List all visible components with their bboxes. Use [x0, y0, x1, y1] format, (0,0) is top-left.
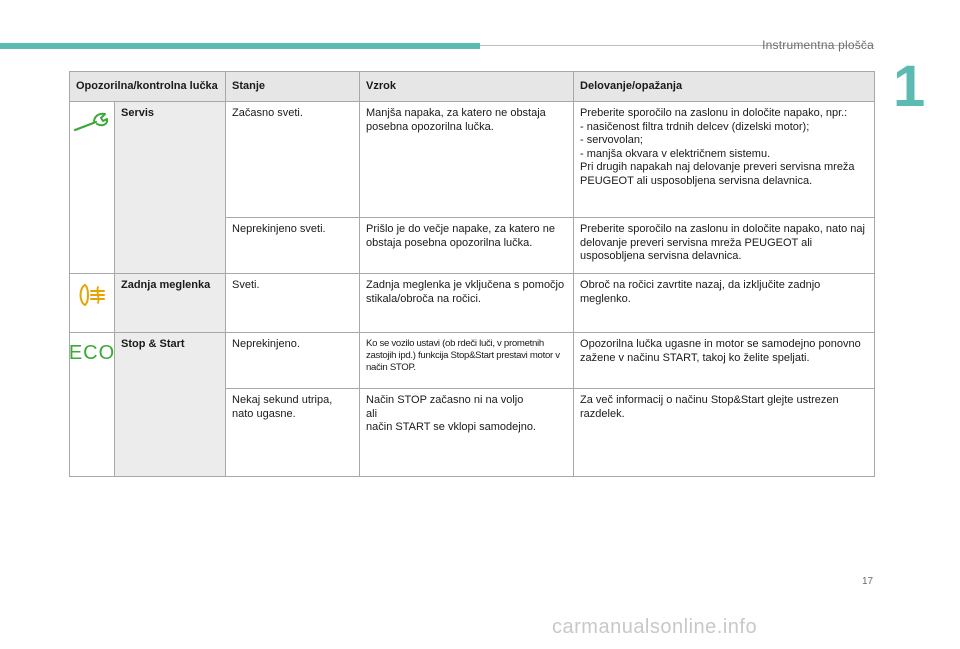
stanje-cell: Neprekinjeno sveti. [226, 218, 360, 274]
column-header-lucka: Opozorilna/kontrolna lučka [70, 72, 226, 102]
icon-cell [70, 102, 115, 274]
vzrok-cell: Prišlo je do večje napake, za katero ne obstaja posebna opozorilna lučka. [360, 218, 574, 274]
light-name: Stop & Start [115, 333, 226, 477]
vzrok-cell: Manjša napaka, za katero ne obstaja posebna opozorilna lučka. [360, 102, 574, 218]
column-header-stanje: Stanje [226, 72, 360, 102]
stanje-cell: Začasno sveti. [226, 102, 360, 218]
column-header-delovanje: Delovanje/opažanja [574, 72, 875, 102]
list-item: - nasičenost filtra trdnih delcev (dizelski motor); [580, 120, 810, 133]
table-row [70, 102, 875, 218]
delovanje-cell: Obroč na ročici zavrtite nazaj, da izključite zadnjo meglenko. [574, 274, 875, 333]
delovanje-cell: Opozorilna lučka ugasne in motor se samodejno ponovno zažene v načinu START, takoj ko želite speljati. [574, 333, 875, 389]
delovanje-intro: Preberite sporočilo na zaslonu in določite napako, npr.: [580, 107, 848, 119]
vzrok-cell: Zadnja meglenka je vključena s pomočjo stikala/obroča na ročici. [360, 274, 574, 333]
list-item: - manjša okvara v električnem sistemu. [580, 147, 771, 160]
vzrok-line: ali [366, 407, 378, 420]
list-item: - servovolan; [580, 134, 643, 146]
column-header-vzrok: Vzrok [360, 72, 574, 102]
table-row [70, 274, 875, 333]
section-title: Instrumentna plošča [762, 38, 874, 52]
header-accent-bar [0, 43, 480, 49]
table-row [70, 333, 875, 389]
icon-cell [70, 333, 115, 477]
light-name: Zadnja meglenka [115, 274, 226, 333]
delovanje-cell: Za več informacij o načinu Stop&Start glejte ustrezen razdelek. [574, 389, 875, 477]
stanje-cell: Nekaj sekund utripa, nato ugasne. [226, 389, 360, 477]
rear-fog-light-icon [77, 282, 107, 308]
stanje-cell: Sveti. [226, 274, 360, 333]
chapter-number: 1 [893, 54, 926, 119]
page-number: 17 [862, 576, 874, 587]
wrench-icon [72, 110, 112, 134]
icon-cell [70, 274, 115, 333]
delovanje-cell [574, 102, 875, 218]
stanje-cell: Neprekinjeno. [226, 333, 360, 389]
table-header-row [70, 72, 875, 102]
vzrok-line: Način STOP začasno ni na voljo [366, 394, 524, 406]
watermark: carmanualsonline.info [552, 616, 758, 638]
vzrok-cell: Ko se vozilo ustavi (ob rdeči luči, v prometnih zastojih ipd.) funkcija Stop&Start prestavi motor v način STOP. [360, 333, 574, 389]
delovanje-cell: Preberite sporočilo na zaslonu in določite napako, nato naj delovanje preveri servisna mreža PEUGEOT ali usposobljena servisna delavnica. [574, 218, 875, 274]
vzrok-line: način START se vklopi samodejno. [366, 421, 536, 433]
warning-lights-table [69, 71, 875, 477]
eco-icon: ECO [68, 342, 116, 364]
vzrok-cell [360, 389, 574, 477]
light-name: Servis [115, 102, 226, 274]
delovanje-outro: Pri drugih napakah naj delovanje preveri servisna mreža PEUGEOT ali usposobljena servisna delavnica. [580, 161, 855, 187]
